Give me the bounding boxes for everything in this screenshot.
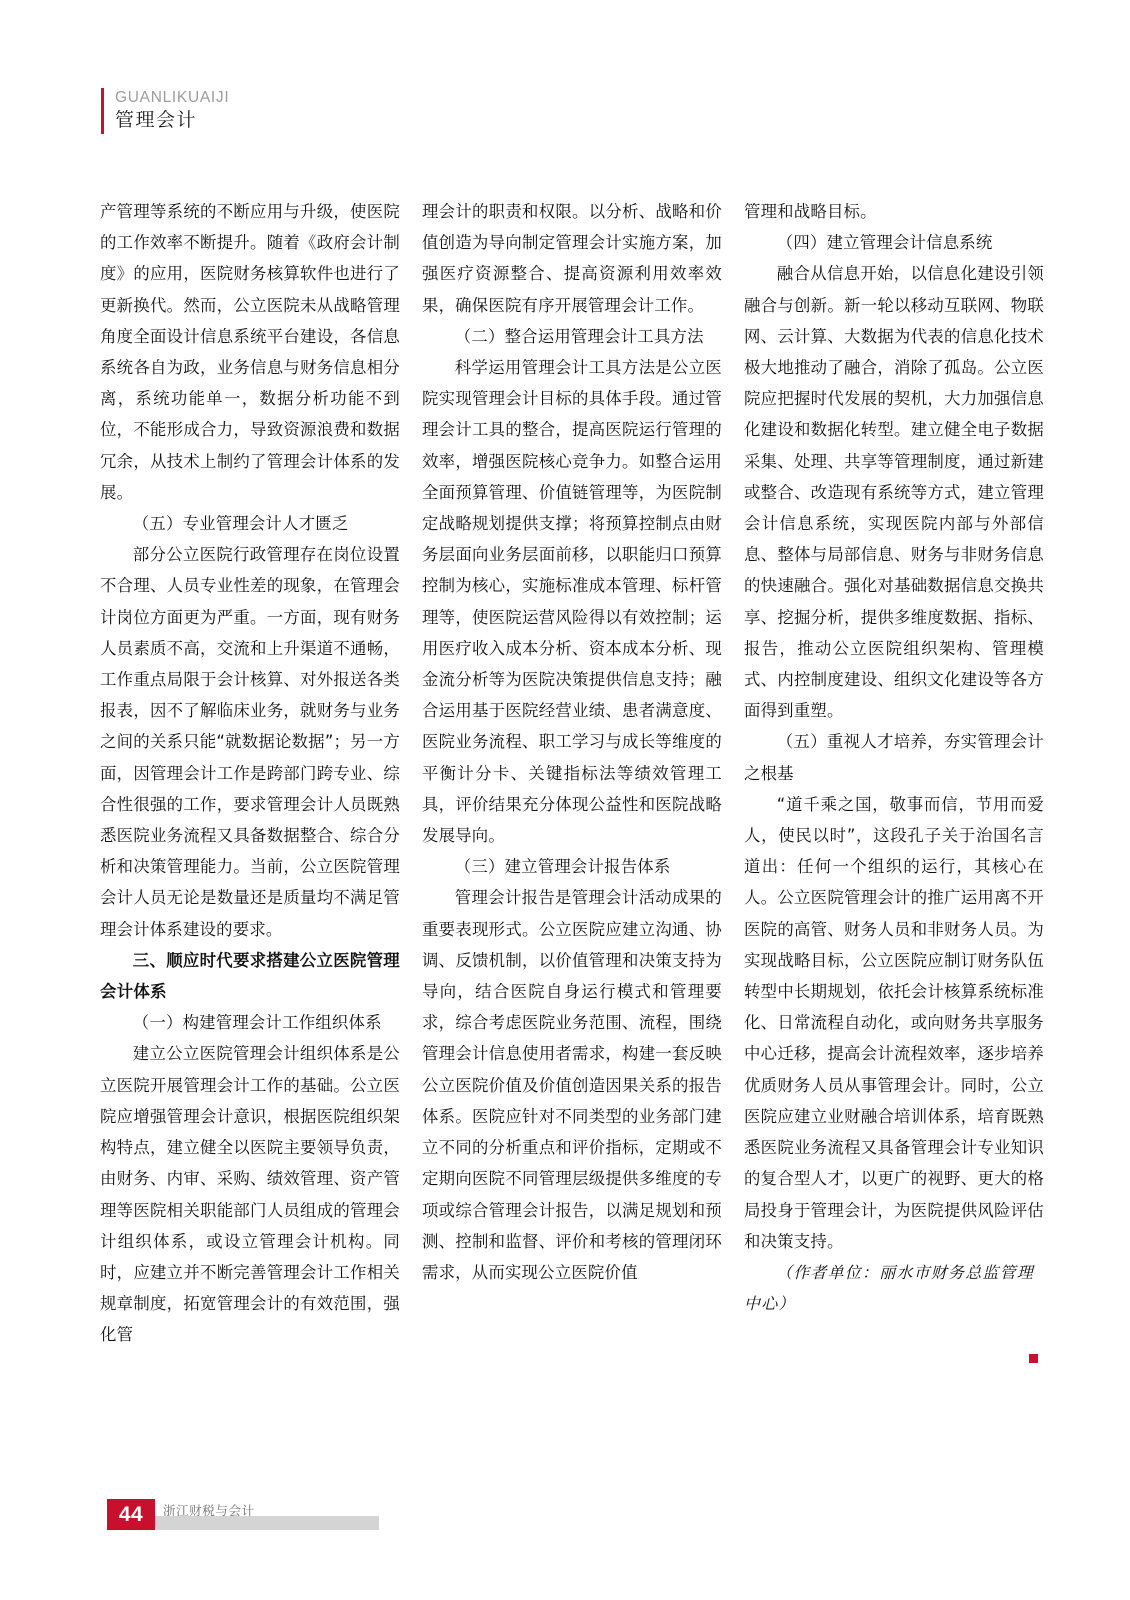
paragraph: 管理会计报告是管理会计活动成果的重要表现形式。公立医院应建立沟通、协调、反馈机制，以价值管理和决策支持为导向，结合医院自身运行模式和管理要求，综合考虑医院业务范围、流程，围绕管理会计信息使用者需求，构建一套反映公立医院价值及价值创造因果关系的报告体系。医院应针对不同类型的业务部门建立不同的分析重点和评价指标，定期或不定期向医院不同管理层级提供多维度的专项或综合管理会计报告，以满足规划和预测、控制和监督、评价和考核的管理闭环需求，从而实现公立医院价值 xyxy=(422,888,722,1282)
section-heading: （三）建立管理会计报告体系 xyxy=(454,857,671,877)
section-heading: （一）构建管理会计工作组织体系 xyxy=(132,1013,382,1033)
running-head xyxy=(101,88,229,134)
running-head-rule xyxy=(101,88,104,134)
section-heading: （五）专业管理会计人才匮乏 xyxy=(132,514,349,534)
article-body xyxy=(100,196,1045,1441)
paragraph: 理会计的职责和权限。以分析、战略和价值创造为导向制定管理会计实施方案，加强医疗资源整合、提高资源利用效率效果，确保医院有序开展管理会计工作。 xyxy=(422,202,722,315)
column-2 xyxy=(422,196,722,1441)
paragraph: 部分公立医院行政管理存在岗位设置不合理、人员专业性差的现象，在管理会计岗位方面更为严重。一方面，现有财务人员素质不高，交流和上升渠道不通畅，工作重点局限于会计核算、对外报送各类报表，因不了解临床业务，就财务与业务之间的关系只能“就数据论数据”；另一方面，因管理会计工作是跨部门跨专业、综合性很强的工作，要求管理会计人员既熟悉医院业务流程又具备数据整合、综合分析和决策管理能力。当前，公立医院管理会计人员无论是数量还是质量均不满足管理会计体系建设的要求。 xyxy=(100,545,400,939)
paragraph: 管理和战略目标。 xyxy=(744,202,877,221)
running-head-chinese: 管理会计 xyxy=(115,109,198,132)
section-heading: （二）整合运用管理会计工具方法 xyxy=(454,326,704,346)
paragraph: 产管理等系统的不断应用与升级，使医院的工作效率不断提升。随着《政府会计制度》的应用，医院财务核算软件也进行了更新换代。然而，公立医院未从战略管理角度全面设计信息系统平台建设，各信息系统各自为政，业务信息与财务信息相分离，系统功能单一，数据分析功能不到位，不能形成合力，导致资源浪费和数据冗余，从技术上制约了管理会计体系的发展。 xyxy=(100,202,400,502)
section-heading: （五）重视人才培养，夯实管理会计之根基 xyxy=(744,732,1044,783)
journal-name: 浙江财税与会计 xyxy=(163,1503,255,1518)
page-number: 44 xyxy=(118,1502,144,1526)
end-of-article-marker xyxy=(1029,1354,1038,1363)
running-head-text xyxy=(115,88,229,134)
page-footer xyxy=(107,1499,255,1530)
paragraph: 科学运用管理会计工具方法是公立医院实现管理会计目标的具体手段。通过管理会计工具的整合，提高医院运行管理的效率，增强医院核心竞争力。如整合运用全面预算管理、价值链管理等，为医院制定战略规划提供支撑；将预算控制点由财务层面向业务层面前移，以职能归口预算控制为核心，实施标准成本管理、标杆管理等，使医院运营风险得以有效控制；运用医疗收入成本分析、资本成本分析、现金流分析等为医院决策提供信息支持；融合运用基于医院经营业绩、患者满意度、医院业务流程、职工学习与成长等维度的平衡计分卡、关键指标法等绩效管理工具，评价结果充分体现公益性和医院战略发展导向。 xyxy=(422,358,722,846)
chapter-heading: 三、顺应时代要求搭建公立医院管理会计体系 xyxy=(100,950,400,1002)
column-1 xyxy=(100,196,400,1441)
paragraph: “道千乘之国，敬事而信，节用而爱人，使民以时”，这段孔子关于治国名言道出：任何一个组织的运行，其核心在人。公立医院管理会计的推广运用离不开医院的高管、财务人员和非财务人员。为实现战略目标，公立医院应制订财务队伍转型中长期规划，依托会计核算系统标准化、日常流程自动化，或向财务共享服务中心迁移，提高会计流程效率，逐步培养优质财务人员从事管理会计。同时，公立医院应建立业财融合培训体系，培育既熟悉医院业务流程又具备管理会计专业知识的复合型人才，以更广的视野、更大的格局投身于管理会计，为医院提供风险评估和决策支持。 xyxy=(744,794,1044,1251)
author-affiliation: （作者单位：丽水市财务总监管理中心） xyxy=(744,1262,1035,1314)
page-number-box xyxy=(107,1499,155,1530)
running-head-pinyin: GUANLIKUAIJI xyxy=(115,89,230,106)
section-heading: （四）建立管理会计信息系统 xyxy=(776,233,993,253)
column-3 xyxy=(744,196,1044,1441)
paragraph: 融合从信息开始，以信息化建设引领融合与创新。新一轮以移动互联网、物联网、云计算、大数据为代表的信息化技术极大地推动了融合，消除了孤岛。公立医院应把握时代发展的契机，大力加强信息化建设和数据化转型。建立健全电子数据采集、处理、共享等管理制度，通过新建或整合、改造现有系统等方式，建立管理会计信息系统，实现医院内部与外部信息、整体与局部信息、财务与非财务信息的快速融合。强化对基础数据信息交换共享、挖掘分析，提供多维度数据、指标、报告，推动公立医院组织架构、管理模式、内控制度建设、组织文化建设等各方面得到重塑。 xyxy=(744,264,1044,721)
paragraph: 建立公立医院管理会计组织体系是公立医院开展管理会计工作的基础。公立医院应增强管理会计意识，根据医院组织架构特点，建立健全以医院主要领导负责，由财务、内审、采购、绩效管理、资产管理等医院相关职能部门人员组成的管理会计组织体系，或设立管理会计机构。同时，应建立并不断完善管理会计工作相关规章制度，拓宽管理会计的有效范围，强化管 xyxy=(100,1044,400,1345)
